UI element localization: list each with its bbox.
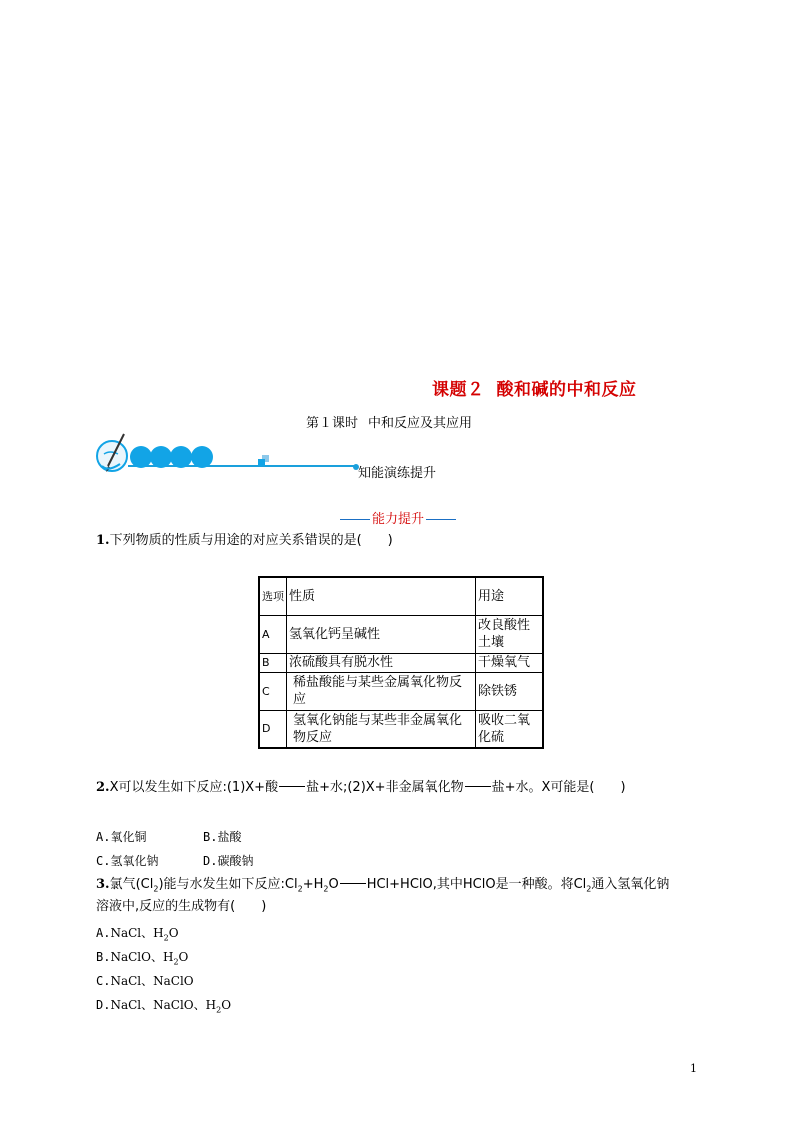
- table-header-cell: 选项: [259, 577, 287, 615]
- question-text: 盐+水;(2)X+非金属氧化物: [306, 780, 464, 795]
- option-b: [203, 828, 241, 845]
- page-number: 1: [690, 1062, 697, 1075]
- equals-sign: [340, 883, 366, 884]
- question-text: O: [328, 877, 339, 892]
- option-text: 盐酸: [217, 830, 242, 844]
- table-cell: 改良酸性土壤: [476, 615, 544, 653]
- subscript: 2: [586, 884, 592, 894]
- table-cell: 氢氧化钙呈碱性: [287, 615, 476, 653]
- question-1-table: [258, 576, 544, 749]
- squares-icon: [258, 455, 270, 467]
- section-rule-left: [340, 519, 370, 520]
- section-rule-right: [426, 519, 456, 520]
- question-number: 3.: [96, 877, 110, 892]
- option-d: [203, 852, 253, 869]
- option-label: D.: [203, 854, 218, 868]
- option-label: A.: [96, 926, 111, 940]
- option-text: 碳酸钠: [217, 854, 254, 868]
- table-cell: D: [259, 710, 287, 748]
- lesson-number: 第１课时: [306, 416, 359, 431]
- option-c: [96, 972, 194, 989]
- option-text-tail: O: [168, 926, 179, 940]
- banner-bubble: [130, 446, 152, 468]
- lesson-topic: 中和反应及其应用: [368, 416, 473, 431]
- question-text: )能与水发生如下反应:Cl: [158, 877, 298, 892]
- question-text: 通入氢氧化钠: [591, 877, 670, 892]
- option-text: 氧化铜: [110, 830, 147, 844]
- banner-bubble: [191, 446, 213, 468]
- option-label: C.: [96, 974, 111, 988]
- question-number: 2.: [96, 780, 110, 795]
- equals-sign: [279, 786, 305, 787]
- lesson-title: [432, 375, 637, 400]
- table-cell: 稀盐酸能与某些金属氧化物反应: [287, 672, 476, 710]
- option-text: NaCl、NaClO: [110, 974, 194, 988]
- table-cell: 吸收二氧化硫: [476, 710, 544, 748]
- table-row: [259, 653, 543, 672]
- option-text: NaCl、H: [110, 926, 164, 940]
- subscript: 2: [323, 884, 329, 894]
- subscript: 2: [153, 884, 159, 894]
- question-3-line-2: 溶液中,反应的生成物有( ): [96, 899, 267, 914]
- table-cell: 除铁锈: [476, 672, 544, 710]
- question-text: 下列物质的性质与用途的对应关系错误的是( ): [109, 533, 393, 548]
- question-text: 氯气(Cl: [109, 877, 154, 892]
- table-header-cell: 性质: [287, 577, 476, 615]
- option-text: 氢氧化钠: [110, 854, 159, 868]
- lesson-title-part2: 酸和碱的中和反应: [496, 380, 637, 400]
- option-b: [96, 948, 188, 966]
- table-cell: A: [259, 615, 287, 653]
- section-label: 能力提升: [372, 512, 425, 527]
- option-text: NaCl、NaClO、H: [110, 998, 217, 1012]
- subscript: 2: [163, 933, 169, 943]
- subscript: 2: [216, 1005, 222, 1015]
- subscript: 2: [297, 884, 303, 894]
- table-cell: C: [259, 672, 287, 710]
- lesson-subtitle: [306, 412, 472, 431]
- question-2: [96, 777, 626, 799]
- option-text: NaClO、H: [110, 950, 174, 964]
- option-a: [96, 828, 146, 845]
- lesson-title-part1: 课题２: [432, 380, 485, 400]
- option-label: A.: [96, 830, 111, 844]
- option-a: [96, 924, 179, 942]
- option-label: B.: [203, 830, 218, 844]
- table-cell: 浓硫酸具有脱水性: [287, 653, 476, 672]
- option-d: [96, 996, 231, 1014]
- table-row: [259, 710, 543, 748]
- banner-bubble: [150, 446, 172, 468]
- subscript: 2: [173, 957, 179, 967]
- pen-logo-icon: [94, 432, 134, 476]
- section-heading: [338, 508, 458, 527]
- table-cell: 氢氧化钠能与某些非金属氧化物反应: [287, 710, 476, 748]
- banner-bubble: [170, 446, 192, 468]
- table-header-row: [259, 577, 543, 615]
- question-number: 1.: [96, 533, 110, 548]
- table-cell: 干燥氧气: [476, 653, 544, 672]
- option-text-tail: O: [178, 950, 189, 964]
- option-text-tail: O: [221, 998, 232, 1012]
- question-text: +H: [302, 877, 324, 892]
- option-c: [96, 852, 158, 869]
- table-cell: B: [259, 653, 287, 672]
- equals-sign: [465, 786, 491, 787]
- banner-label: 知能演练提升: [358, 466, 437, 481]
- question-text: X可以发生如下反应:(1)X+酸: [109, 780, 279, 795]
- question-1: [96, 530, 393, 552]
- question-text: 盐+水。X可能是( ): [491, 780, 626, 795]
- option-label: C.: [96, 854, 111, 868]
- option-label: D.: [96, 998, 111, 1012]
- table-row: [259, 615, 543, 653]
- table-row: [259, 672, 543, 710]
- option-label: B.: [96, 950, 111, 964]
- table-header-cell: 用途: [476, 577, 544, 615]
- question-text: HCl+HClO,其中HClO是一种酸。将Cl: [366, 877, 587, 892]
